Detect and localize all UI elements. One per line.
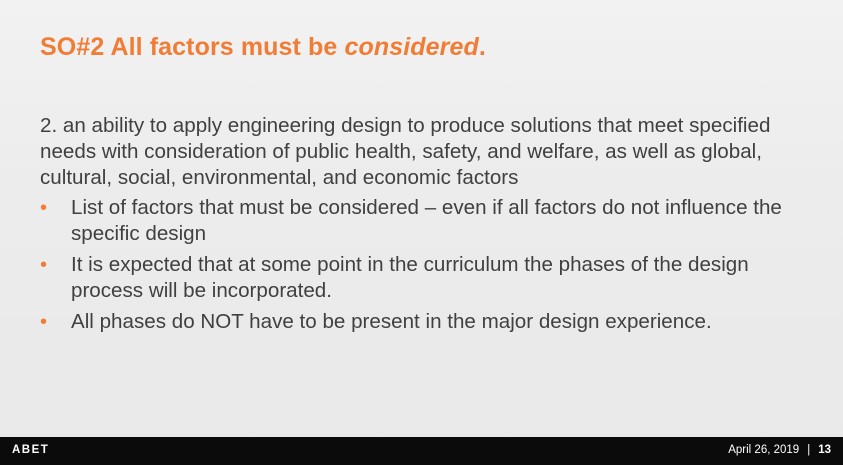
list-item	[40, 252, 820, 304]
bullet-icon: •	[40, 311, 48, 333]
page-number: 13	[818, 444, 831, 456]
bullet-text: List of factors that must be considered – even if all factors do not influence the specific design	[71, 196, 782, 245]
slide-footer	[0, 437, 843, 465]
abet-logo: ABET	[12, 444, 50, 456]
title-prefix: SO#2 All factors must be	[40, 33, 345, 61]
slide-title	[40, 33, 486, 62]
intro-paragraph: 2. an ability to apply engineering design to produce solutions that meet specified needs with consideration of public health, safety, and welfare, as well as global, cultural, social, environmental, and economic factors	[40, 114, 771, 189]
bullet-list	[40, 195, 820, 335]
footer-date: April 26, 2019	[728, 444, 800, 456]
footer-info	[728, 444, 831, 456]
list-item	[40, 309, 820, 335]
list-item	[40, 195, 820, 247]
bullet-icon: •	[40, 197, 48, 219]
slide-body	[40, 113, 820, 340]
footer-separator: |	[807, 444, 811, 456]
bullet-text: All phases do NOT have to be present in the major design experience.	[71, 310, 712, 333]
title-emphasis: considered	[344, 33, 479, 61]
bullet-icon: •	[40, 254, 48, 276]
bullet-text: It is expected that at some point in the curriculum the phases of the design process will be incorporated.	[71, 253, 749, 302]
title-suffix: .	[478, 33, 486, 61]
